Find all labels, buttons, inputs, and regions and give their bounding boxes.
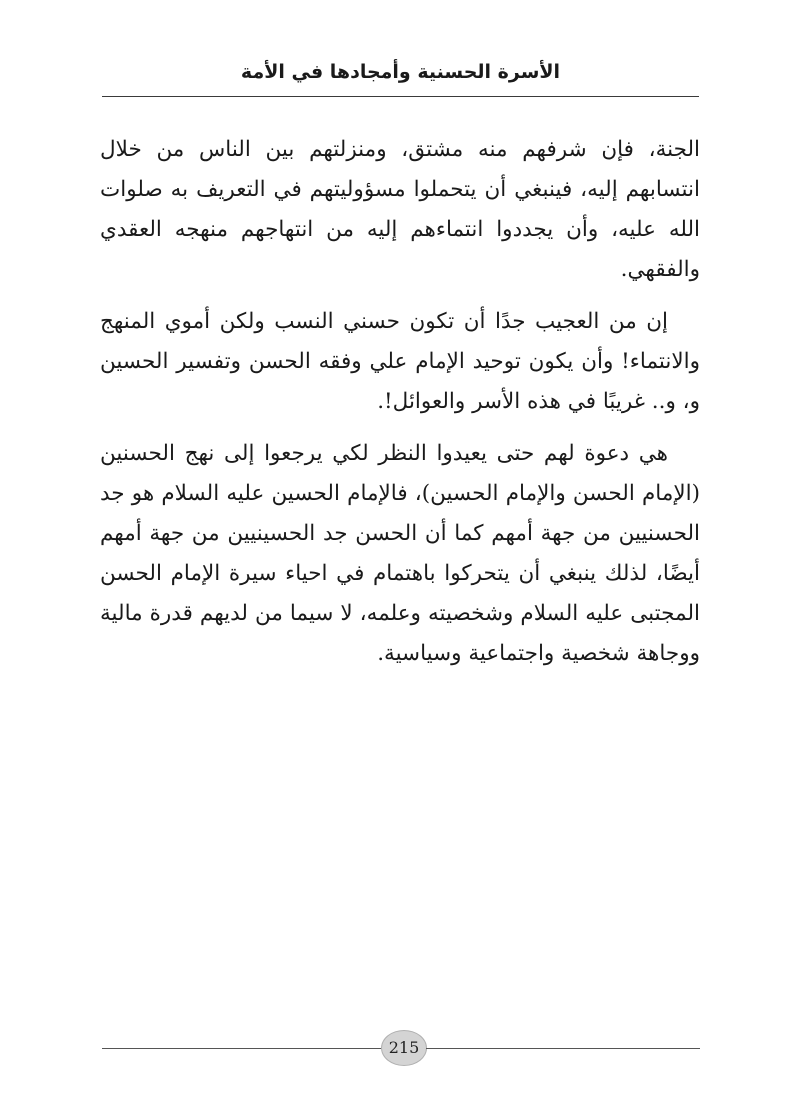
- page-body: [100, 130, 700, 686]
- paragraph-3: هي دعوة لهم حتى يعيدوا النظر لكي يرجعوا إلى نهج الحسنين (الإمام الحسن والإمام الحسين)، فالإمام الحسين عليه السلام هو جد الحسنيين من جهة أمهم كما أن الحسن جد الحسينيين من جهة أمهم أيضًا، لذلك ينبغي أن يتحركوا باهتمام في احياء سيرة الإمام الحسن المجتبى عليه السلام وشخصيته وعلمه، لا سيما من لديهم قدرة مالية ووجاهة شخصية واجتماعية وسياسية.: [100, 441, 700, 666]
- header-divider: [102, 96, 699, 97]
- paragraph-2: إن من العجيب جدًا أن تكون حسني النسب ولكن أموي المنهج والانتماء! وأن يكون توحيد الإمام علي وفقه الحسن وتفسير الحسين و، و.. غريبًا في هذه الأسر والعوائل!.: [100, 309, 700, 414]
- running-header-title: الأسرة الحسنية وأمجادها في الأمة: [240, 61, 561, 83]
- footer-divider-left: [102, 1048, 382, 1049]
- page-number-badge: 215: [381, 1030, 427, 1066]
- footer-divider-right: [426, 1048, 700, 1049]
- paragraph-1: الجنة، فإن شرفهم منه مشتق، ومنزلتهم بين الناس من خلال انتسابهم إليه، فينبغي أن يتحملوا مسؤوليتهم في التعريف به صلوات الله عليه، وأن يجددوا انتماءهم إليه من انتهاجهم منهجه العقدي والفقهي.: [100, 137, 700, 282]
